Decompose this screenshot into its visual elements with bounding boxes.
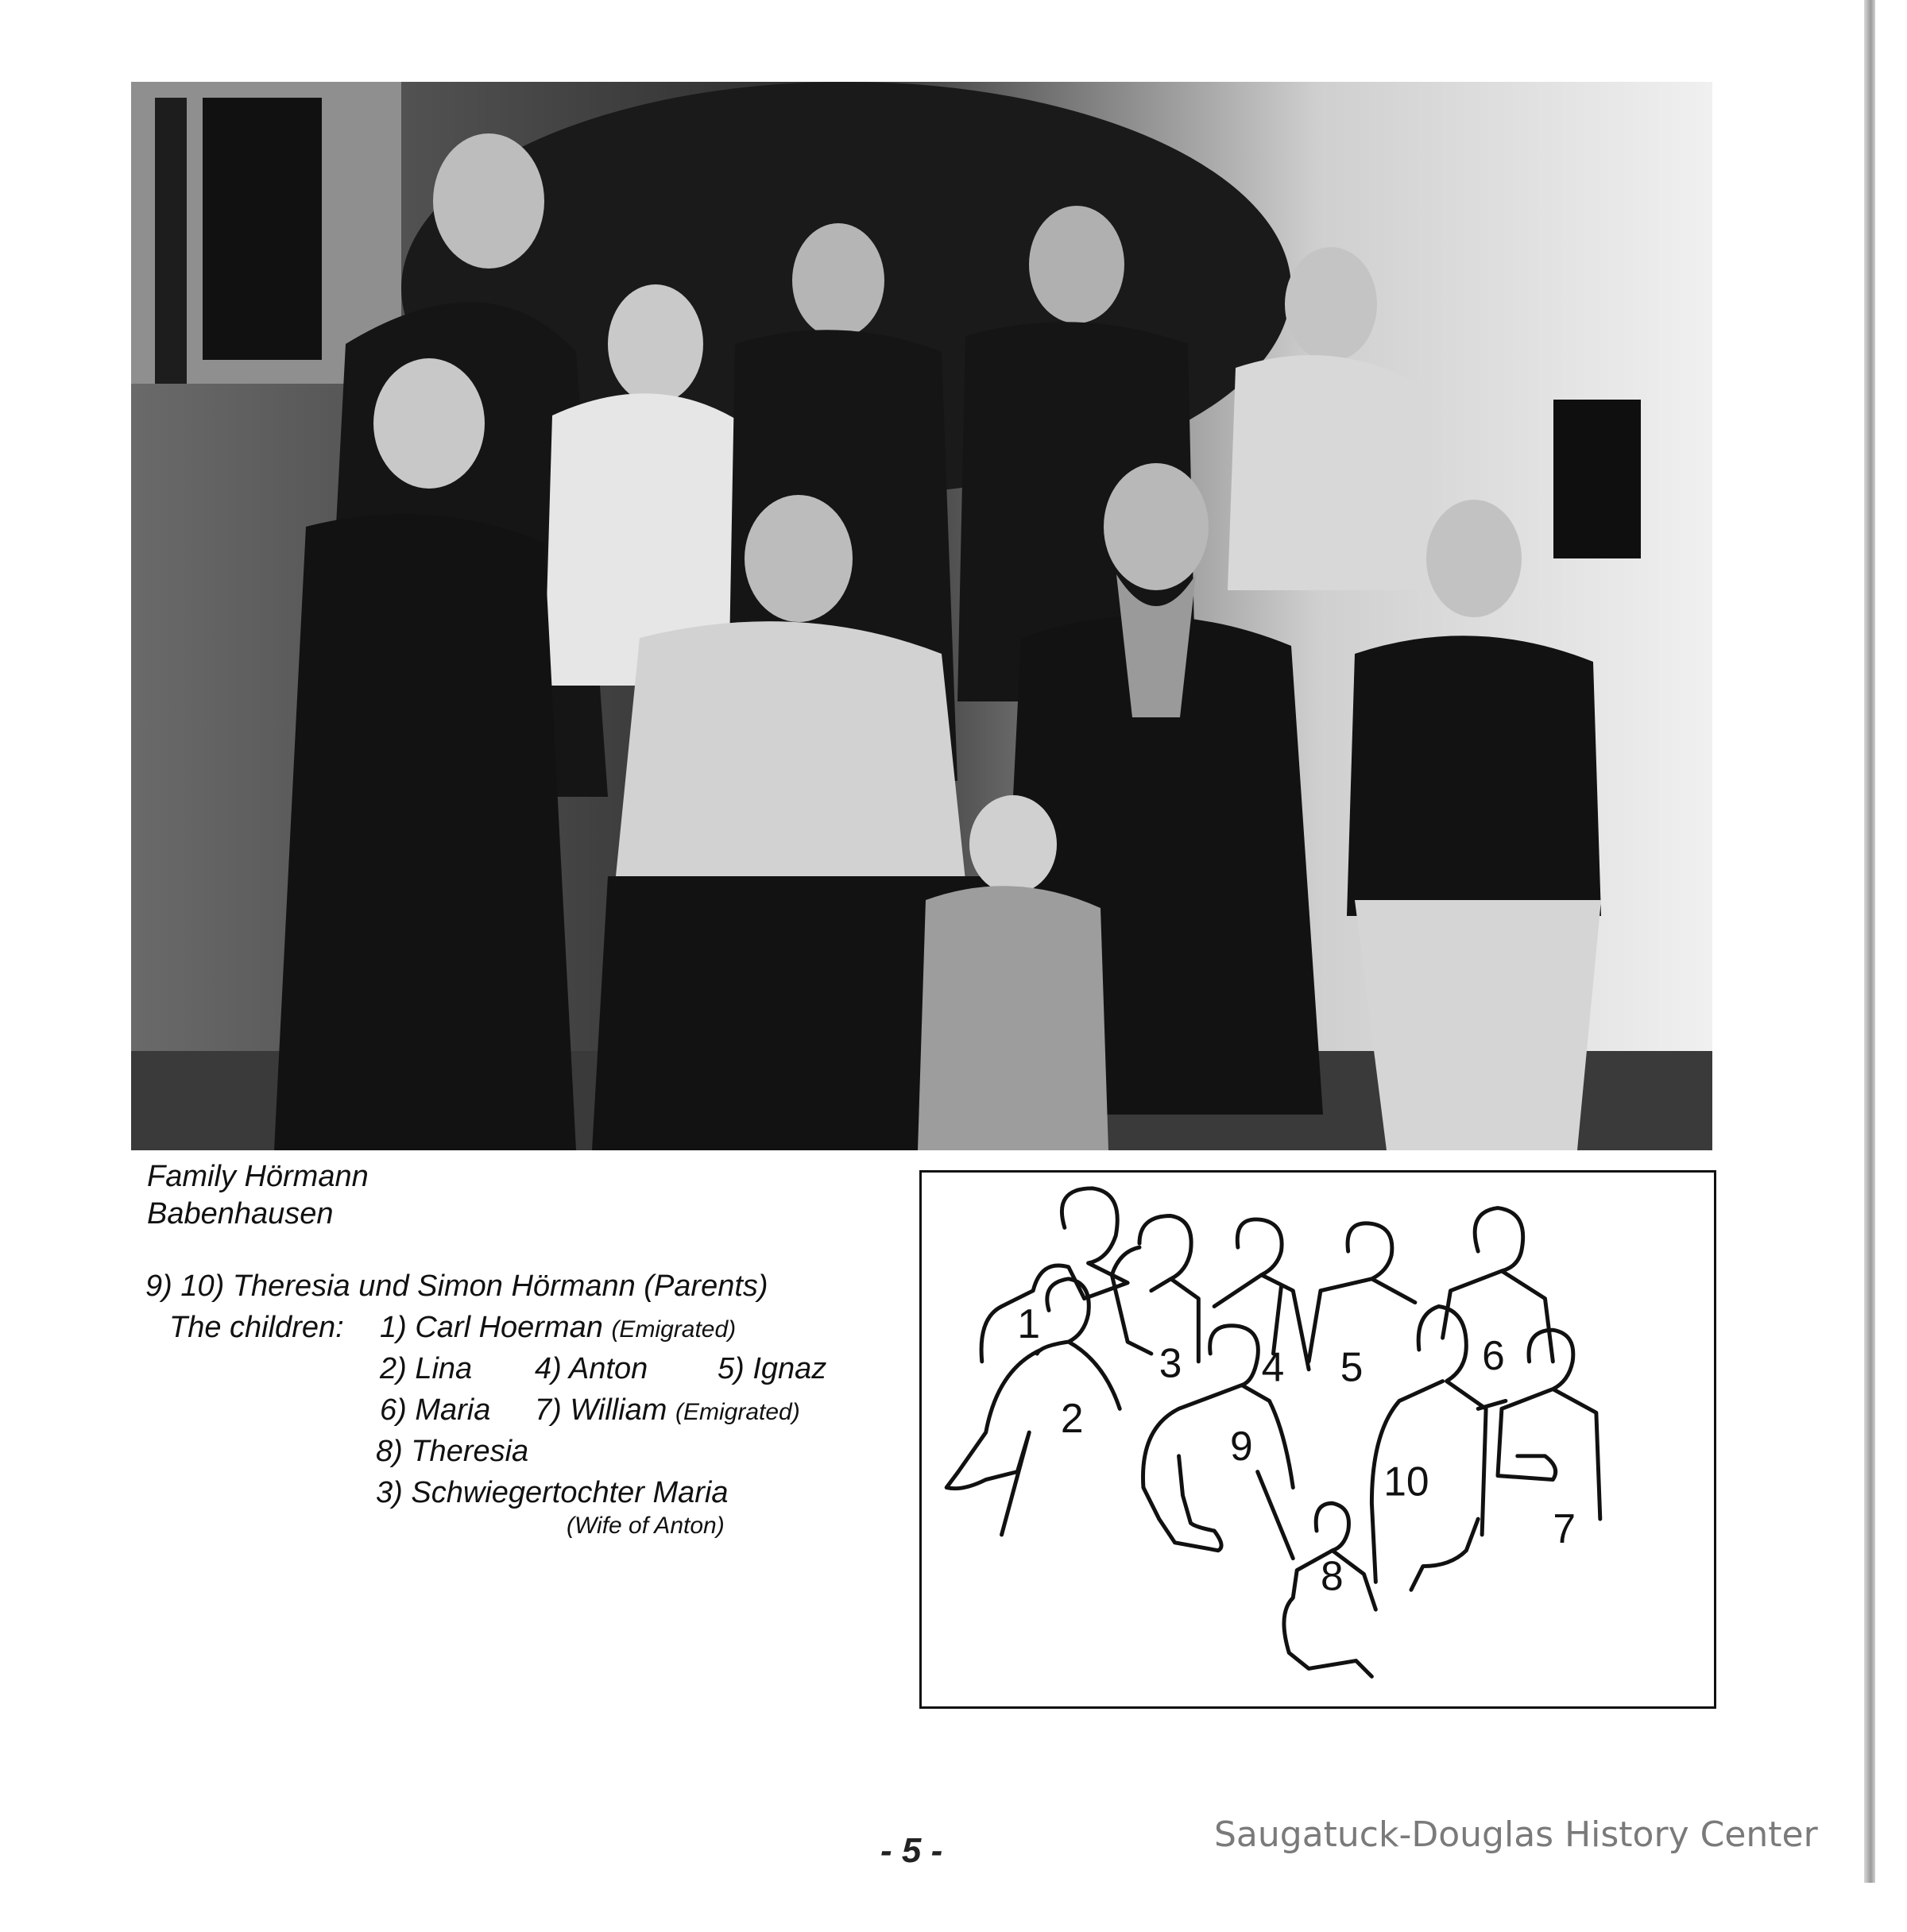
key-number-8: 8 [1320,1552,1344,1599]
identification-key [919,1170,1716,1709]
key-number-2: 2 [1060,1395,1084,1442]
legend-william [535,1393,800,1428]
legend-schwieger: 3) Schwiegertochter Maria [376,1476,729,1509]
legend-carl-note: (Emigrated) [611,1316,737,1343]
legend-ignaz: 5) Ignaz [718,1352,827,1385]
legend-theresia: 8) Theresia [376,1435,529,1468]
key-sketch [922,1173,1714,1706]
key-number-9: 9 [1229,1422,1253,1469]
key-number-3: 3 [1159,1339,1182,1386]
legend-carl-name: 1) Carl Hoerman [380,1311,603,1344]
legend-maria: 6) Maria [380,1393,491,1427]
legend-parents: 9) 10) Theresia und Simon Hörmann (Parents) [145,1269,768,1303]
watermark: Saugatuck-Douglas History Center [1214,1814,1818,1855]
legend-schwieger-note: (Wife of Anton) [567,1513,725,1539]
key-number-7: 7 [1553,1505,1576,1551]
legend-children-label: The children: [169,1311,344,1344]
key-number-5: 5 [1340,1343,1364,1390]
key-number-4: 4 [1261,1343,1285,1390]
legend-william-name: 7) William [535,1393,667,1427]
key-number-10: 10 [1383,1458,1429,1505]
legend-anton: 4) Anton [535,1352,648,1385]
page-edge-shadow [1864,0,1875,1883]
photo-caption [147,1158,369,1233]
caption-title: Family Hörmann [147,1160,369,1193]
page-number: - 5 - [880,1831,943,1870]
legend-william-note: (Emigrated) [675,1399,800,1425]
legend-lina: 2) Lina [380,1352,473,1385]
legend-carl [380,1311,736,1345]
caption-place: Babenhausen [147,1197,334,1231]
family-photograph [131,82,1712,1150]
key-number-1: 1 [1017,1300,1041,1347]
key-number-6: 6 [1482,1331,1505,1378]
